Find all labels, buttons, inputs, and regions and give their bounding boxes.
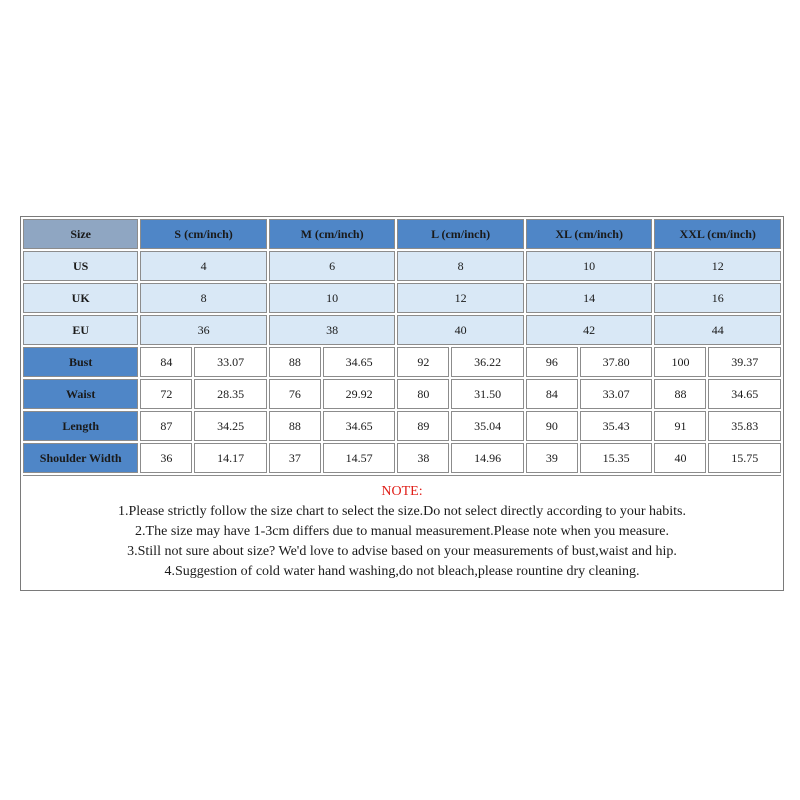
inch-cell: 34.65 — [323, 347, 395, 377]
cm-cell: 84 — [526, 379, 578, 409]
table-row — [23, 411, 781, 441]
row-label-waist: Waist — [23, 379, 138, 409]
cm-cell: 72 — [140, 379, 192, 409]
note-line: 3.Still not sure about size? We'd love to advise based on your measurements of bust,waist and hip. — [127, 544, 677, 559]
table-cell: 10 — [269, 283, 396, 313]
cm-cell: 37 — [269, 443, 321, 473]
size-chart — [20, 216, 784, 591]
table-cell: 6 — [269, 251, 396, 281]
table-cell: 4 — [140, 251, 267, 281]
inch-cell: 35.83 — [708, 411, 781, 441]
cm-cell: 100 — [654, 347, 706, 377]
table-row — [23, 379, 781, 409]
inch-cell: 34.65 — [323, 411, 395, 441]
size-xxl-header: XXL (cm/inch) — [654, 219, 781, 249]
table-cell: 38 — [269, 315, 396, 345]
inch-cell: 34.25 — [194, 411, 266, 441]
inch-cell: 15.75 — [708, 443, 781, 473]
cm-cell: 40 — [654, 443, 706, 473]
cm-cell: 92 — [397, 347, 449, 377]
cm-cell: 80 — [397, 379, 449, 409]
table-row — [23, 251, 781, 281]
inch-cell: 29.92 — [323, 379, 395, 409]
cm-cell: 88 — [654, 379, 706, 409]
inch-cell: 14.96 — [451, 443, 523, 473]
cm-cell: 87 — [140, 411, 192, 441]
table-cell: 12 — [397, 283, 524, 313]
cm-cell: 38 — [397, 443, 449, 473]
cm-cell: 96 — [526, 347, 578, 377]
table-cell: 44 — [654, 315, 781, 345]
size-table — [21, 217, 783, 475]
table-cell: 10 — [526, 251, 653, 281]
table-row — [23, 347, 781, 377]
header-row — [23, 219, 781, 249]
row-label-shoulder-width: Shoulder Width — [23, 443, 138, 473]
table-row — [23, 315, 781, 345]
inch-cell: 14.57 — [323, 443, 395, 473]
row-label-us: US — [23, 251, 138, 281]
inch-cell: 37.80 — [580, 347, 652, 377]
note-line: 4.Suggestion of cold water hand washing,do not bleach,please rountine dry cleaning. — [164, 564, 640, 579]
table-cell: 16 — [654, 283, 781, 313]
inch-cell: 35.04 — [451, 411, 523, 441]
size-m-header: M (cm/inch) — [269, 219, 396, 249]
inch-cell: 39.37 — [708, 347, 781, 377]
cm-cell: 39 — [526, 443, 578, 473]
table-cell: 14 — [526, 283, 653, 313]
inch-cell: 35.43 — [580, 411, 652, 441]
table-cell: 36 — [140, 315, 267, 345]
table-row — [23, 443, 781, 473]
size-xl-header: XL (cm/inch) — [526, 219, 653, 249]
inch-cell: 33.07 — [580, 379, 652, 409]
size-corner-header: Size — [23, 219, 138, 249]
inch-cell: 28.35 — [194, 379, 266, 409]
cm-cell: 84 — [140, 347, 192, 377]
row-label-length: Length — [23, 411, 138, 441]
inch-cell: 31.50 — [451, 379, 523, 409]
table-cell: 8 — [140, 283, 267, 313]
inch-cell: 14.17 — [194, 443, 266, 473]
cm-cell: 90 — [526, 411, 578, 441]
cm-cell: 88 — [269, 411, 321, 441]
cm-cell: 36 — [140, 443, 192, 473]
note-line: 1.Please strictly follow the size chart to select the size.Do not select directly according to your habits. — [118, 504, 686, 519]
table-cell: 40 — [397, 315, 524, 345]
inch-cell: 33.07 — [194, 347, 266, 377]
size-l-header: L (cm/inch) — [397, 219, 524, 249]
inch-cell: 36.22 — [451, 347, 523, 377]
inch-cell: 15.35 — [580, 443, 652, 473]
table-cell: 8 — [397, 251, 524, 281]
size-s-header: S (cm/inch) — [140, 219, 267, 249]
cm-cell: 88 — [269, 347, 321, 377]
cm-cell: 89 — [397, 411, 449, 441]
table-row — [23, 283, 781, 313]
row-label-uk: UK — [23, 283, 138, 313]
note-title: NOTE: — [381, 484, 423, 499]
cm-cell: 76 — [269, 379, 321, 409]
note-section — [23, 475, 781, 588]
row-label-bust: Bust — [23, 347, 138, 377]
table-cell: 12 — [654, 251, 781, 281]
cm-cell: 91 — [654, 411, 706, 441]
note-line: 2.The size may have 1-3cm differs due to manual measurement.Please note when you measure. — [135, 524, 669, 539]
row-label-eu: EU — [23, 315, 138, 345]
inch-cell: 34.65 — [708, 379, 781, 409]
table-cell: 42 — [526, 315, 653, 345]
